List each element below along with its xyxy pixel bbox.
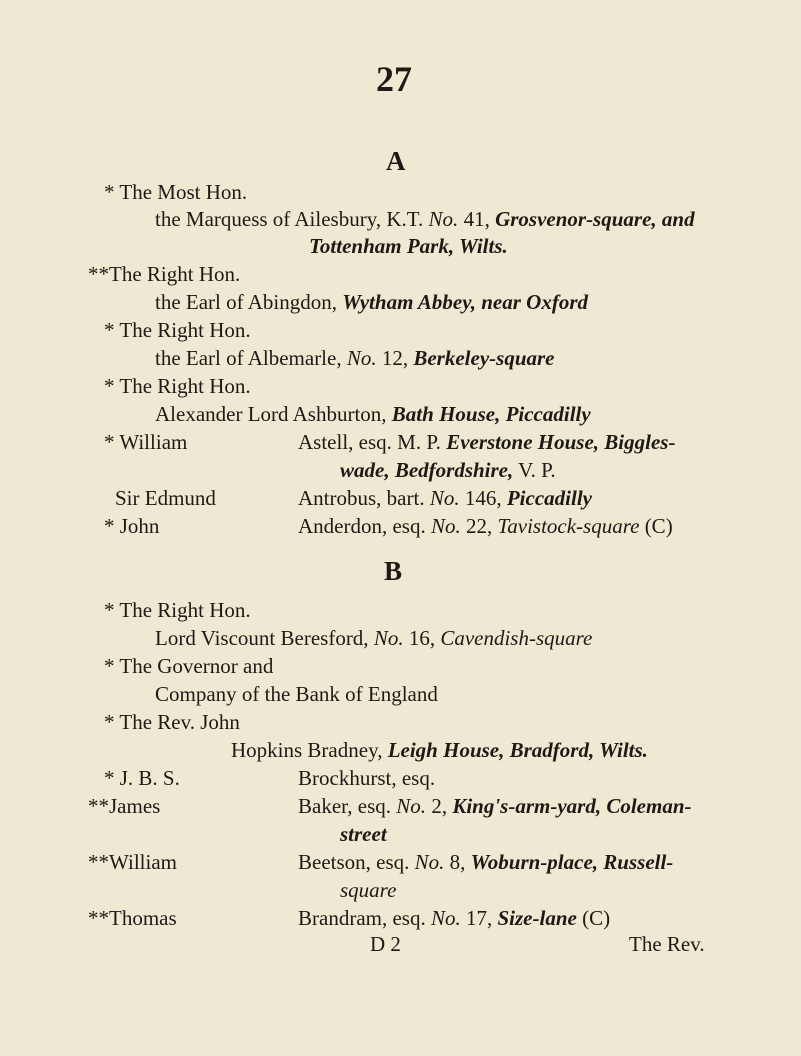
signature-mark: D 2 xyxy=(370,932,401,956)
entry-name: **William xyxy=(88,850,177,874)
entry-line: * The Right Hon. xyxy=(104,598,251,622)
entry-line: Company of the Bank of England xyxy=(155,682,438,706)
entry-line: Astell, esq. M. P. Everstone House, Biggles- xyxy=(298,430,676,454)
entry-line: Tottenham Park, Wilts. xyxy=(309,234,508,258)
entry-line: **The Right Hon. xyxy=(88,262,241,286)
entry-name: **Thomas xyxy=(88,906,177,930)
entry-line: * The Governor and xyxy=(104,654,274,678)
entry-line: * The Right Hon. xyxy=(104,374,251,398)
entry-name: Sir Edmund xyxy=(115,486,216,510)
entry-line: * The Right Hon. xyxy=(104,318,251,342)
entry-line: * The Rev. John xyxy=(104,710,240,734)
entry-name: * William xyxy=(104,430,188,454)
section-heading-b: B xyxy=(384,556,403,586)
entry-line: * The Most Hon. xyxy=(104,180,248,204)
entry-line: Baker, esq. No. 2, King's-arm-yard, Coleman- xyxy=(298,794,692,818)
entry-line: Brockhurst, esq. xyxy=(298,766,436,790)
entry-line: the Marquess of Ailesbury, K.T. No. 41, Grosvenor-square, and xyxy=(155,207,695,231)
entry-line: street xyxy=(340,822,387,846)
catchword: The Rev. xyxy=(629,932,705,956)
entry-name: **James xyxy=(88,794,161,818)
section-heading-a: A xyxy=(386,146,406,176)
entry-line: Beetson, esq. No. 8, Woburn-place, Russell- xyxy=(298,850,674,874)
entry-name: * J. B. S. xyxy=(104,766,180,790)
entry-line: the Earl of Abingdon, Wytham Abbey, near Oxford xyxy=(155,290,588,314)
entry-line: wade, Bedfordshire, V. P. xyxy=(340,458,556,482)
entry-line: Antrobus, bart. No. 146, Piccadilly xyxy=(298,486,592,510)
entry-line: Hopkins Bradney, Leigh House, Bradford, Wilts. xyxy=(231,738,648,762)
entry-line: Alexander Lord Ashburton, Bath House, Piccadilly xyxy=(155,402,591,426)
entry-line: Anderdon, esq. No. 22, Tavistock-square (C) xyxy=(298,514,673,538)
entry-name: * John xyxy=(104,514,160,538)
entry-line: square xyxy=(340,878,397,902)
entry-line: the Earl of Albemarle, No. 12, Berkeley-square xyxy=(155,346,555,370)
page-number: 27 xyxy=(376,59,412,99)
entry-line: Brandram, esq. No. 17, Size-lane (C) xyxy=(298,906,611,930)
entry-line: Lord Viscount Beresford, No. 16, Cavendish-square xyxy=(155,626,593,650)
